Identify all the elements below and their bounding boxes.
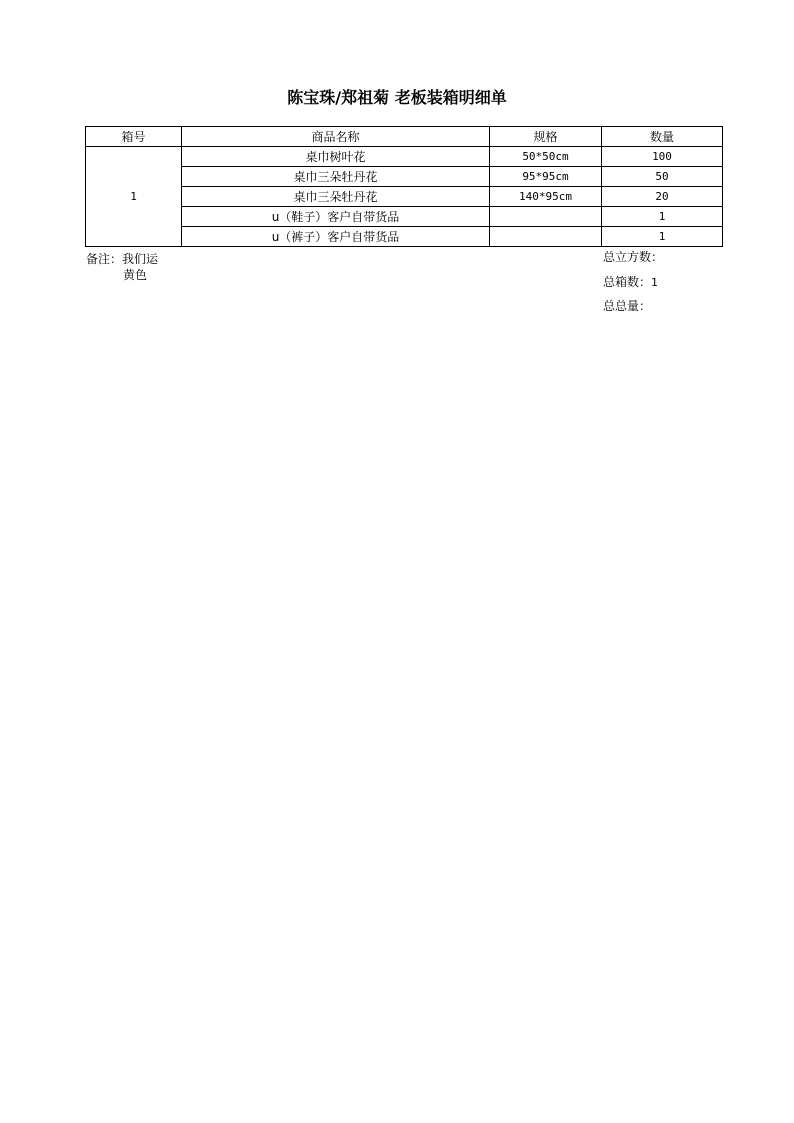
summary-total-volume — [603, 249, 663, 266]
summary-total-boxes — [603, 274, 658, 291]
spec-cell: 95*95cm — [490, 167, 602, 187]
table-row — [86, 167, 723, 187]
column-header-box-number: 箱号 — [86, 127, 182, 147]
quantity-cell: 1 — [602, 207, 723, 227]
table-row — [86, 207, 723, 227]
quantity-cell: 1 — [602, 227, 723, 247]
total-boxes-value: 1 — [651, 276, 658, 289]
quantity-cell: 100 — [602, 147, 723, 167]
column-header-quantity: 数量 — [602, 127, 723, 147]
column-header-spec: 规格 — [490, 127, 602, 147]
quantity-cell: 50 — [602, 167, 723, 187]
remarks-text-2: 黄色 — [123, 268, 148, 282]
table-header-row — [86, 127, 723, 147]
summary-total-weight — [603, 298, 651, 315]
column-header-product-name: 商品名称 — [182, 127, 490, 147]
spec-cell: 140*95cm — [490, 187, 602, 207]
packing-list-table — [85, 126, 723, 247]
table-row — [86, 187, 723, 207]
quantity-cell: 20 — [602, 187, 723, 207]
remarks-label: 备注： — [86, 252, 123, 266]
spec-cell: 50*50cm — [490, 147, 602, 167]
box-number-cell: 1 — [86, 147, 182, 247]
product-name-cell: u（裤子）客户自带货品 — [182, 227, 490, 247]
product-name-cell: 桌巾三朵牡丹花 — [182, 187, 490, 207]
product-name-cell: 桌巾树叶花 — [182, 147, 490, 167]
product-name-cell: 桌巾三朵牡丹花 — [182, 167, 490, 187]
total-boxes-label: 总箱数： — [603, 275, 652, 289]
remarks — [86, 251, 158, 283]
total-volume-label: 总立方数： — [603, 250, 664, 264]
page-title: 陈宝珠/郑祖菊 老板装箱明细单 — [287, 88, 507, 107]
remarks-line-1 — [86, 251, 158, 267]
table-row — [86, 147, 723, 167]
spec-cell — [490, 227, 602, 247]
table-row — [86, 227, 723, 247]
remarks-text-1: 我们运 — [122, 252, 159, 266]
spec-cell — [490, 207, 602, 227]
total-weight-label: 总总量： — [603, 299, 652, 313]
product-name-cell: u（鞋子）客户自带货品 — [182, 207, 490, 227]
